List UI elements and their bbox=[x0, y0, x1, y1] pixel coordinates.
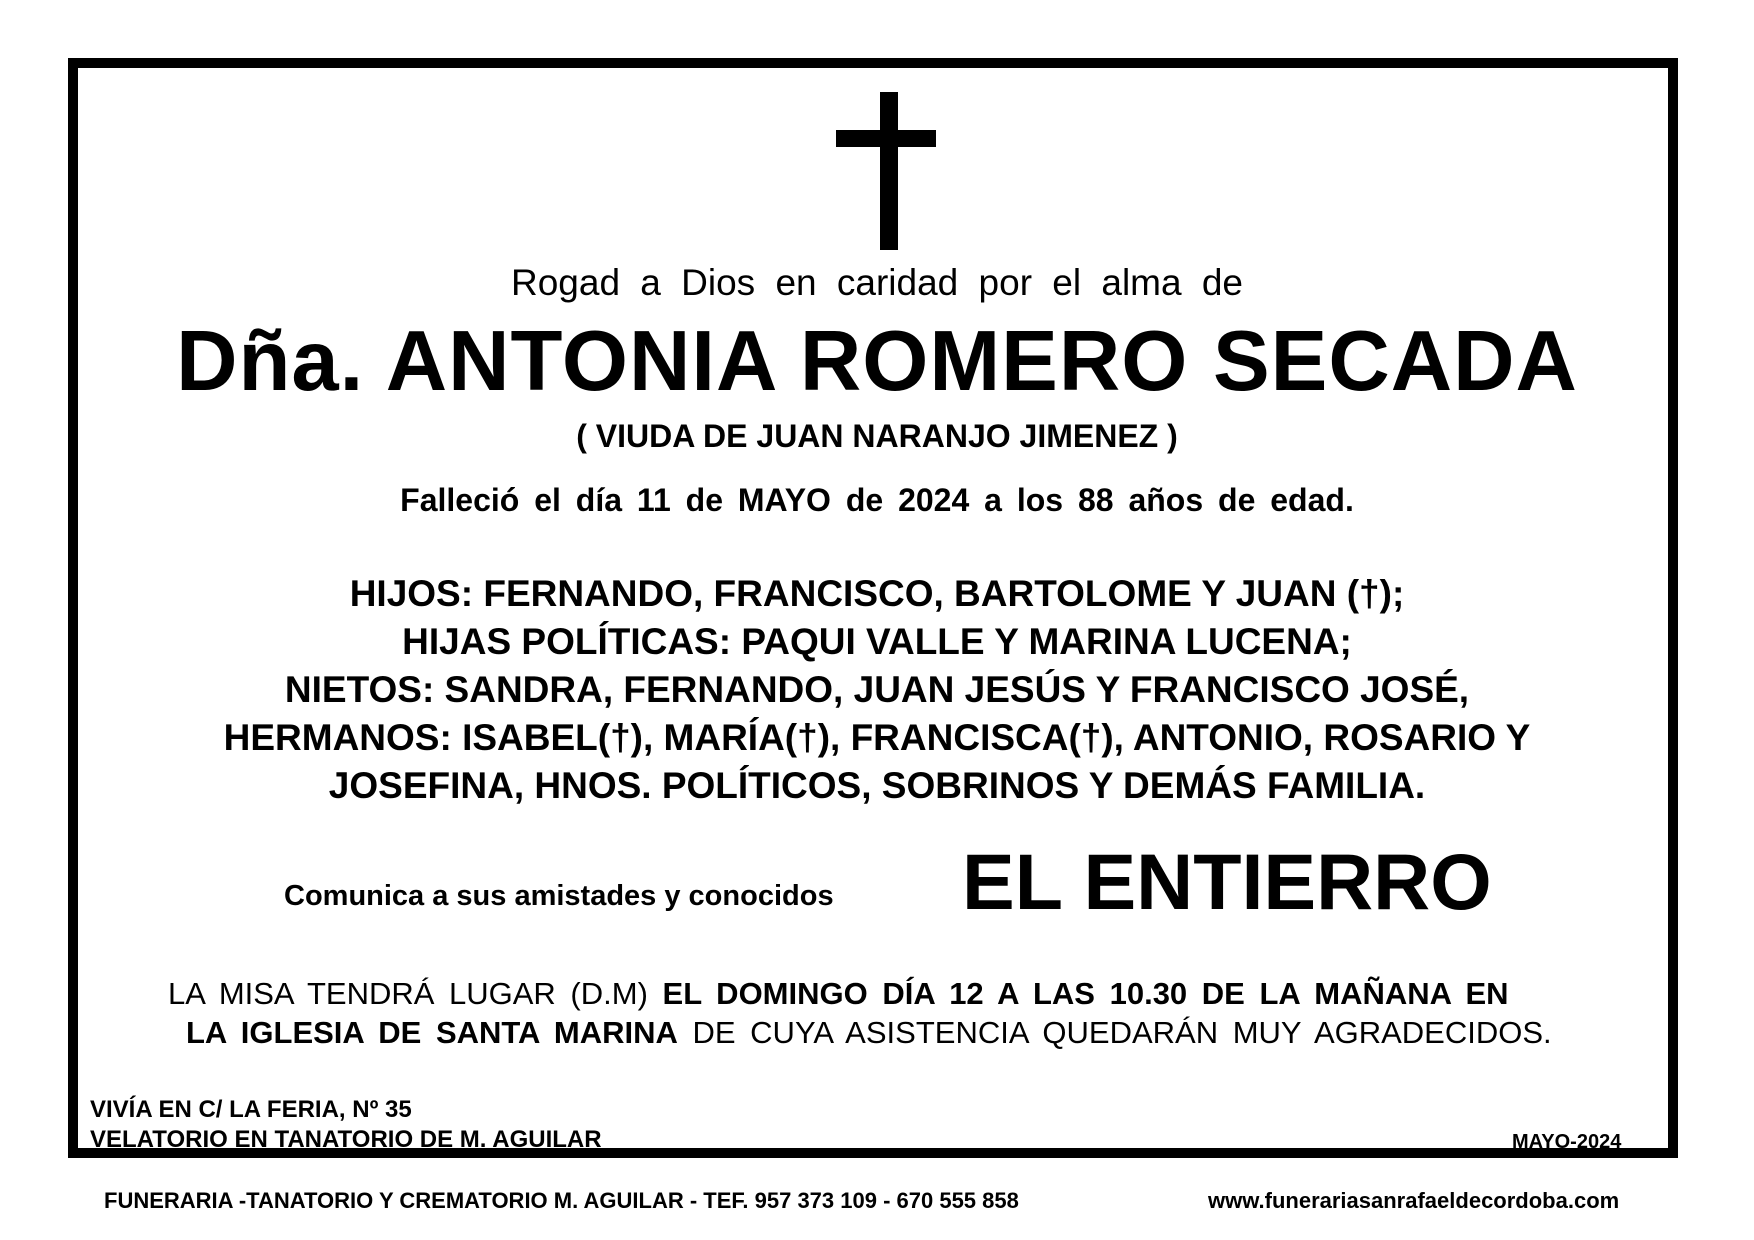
comunica-text: Comunica a sus amistades y conocidos bbox=[284, 880, 834, 912]
deceased-name: Dña. ANTONIA ROMERO SECADA bbox=[176, 314, 1578, 409]
intro-text: Rogad a Dios en caridad por el alma de bbox=[511, 262, 1243, 303]
mass-line-1 bbox=[168, 976, 1668, 1012]
wake-location-line: VELATORIO EN TANATORIO DE M. AGUILAR bbox=[90, 1126, 602, 1153]
widow-of-subtitle: ( VIUDA DE JUAN NARANJO JIMENEZ ) bbox=[576, 418, 1178, 454]
family-line: NIETOS: SANDRA, FERNANDO, JUAN JESÚS Y FRANCISCO JOSÉ, bbox=[284, 669, 1470, 710]
address-line: VIVÍA EN C/ LA FERIA, Nº 35 bbox=[90, 1096, 412, 1123]
mass-line-2 bbox=[168, 1015, 1686, 1051]
mass-line-2-bold: LA IGLESIA DE SANTA MARINA bbox=[186, 1015, 678, 1050]
mass-line-2-regular: DE CUYA ASISTENCIA QUEDARÁN MUY AGRADECIDOS. bbox=[677, 1015, 1552, 1050]
notice-date: MAYO-2024 bbox=[1512, 1131, 1622, 1153]
death-date-line: Falleció el día 11 de MAYO de 2024 a los 88 años de edad. bbox=[400, 482, 1354, 518]
family-line: HIJOS: FERNANDO, FRANCISCO, BARTOLOME Y JUAN (†); bbox=[349, 573, 1405, 614]
website-link[interactable]: www.funerariasanrafaeldecordoba.com bbox=[1208, 1188, 1620, 1213]
burial-heading: EL ENTIERRO bbox=[962, 837, 1492, 926]
mass-line-1-bold: EL DOMINGO DÍA 12 A LAS 10.30 DE LA MAÑANA EN bbox=[662, 976, 1509, 1011]
mass-line-1-regular: LA MISA TENDRÁ LUGAR (D.M) bbox=[168, 976, 663, 1011]
family-line: HERMANOS: ISABEL(†), MARÍA(†), FRANCISCA(†), ANTONIO, ROSARIO Y bbox=[223, 717, 1531, 758]
funeral-home-info: FUNERARIA -TANATORIO Y CREMATORIO M. AGUILAR - TEF. 957 373 109 - 670 555 858 bbox=[104, 1188, 1019, 1213]
family-line: JOSEFINA, HNOS. POLÍTICOS, SOBRINOS Y DEMÁS FAMILIA. bbox=[328, 765, 1426, 806]
family-line: HIJAS POLÍTICAS: PAQUI VALLE Y MARINA LUCENA; bbox=[402, 621, 1352, 662]
